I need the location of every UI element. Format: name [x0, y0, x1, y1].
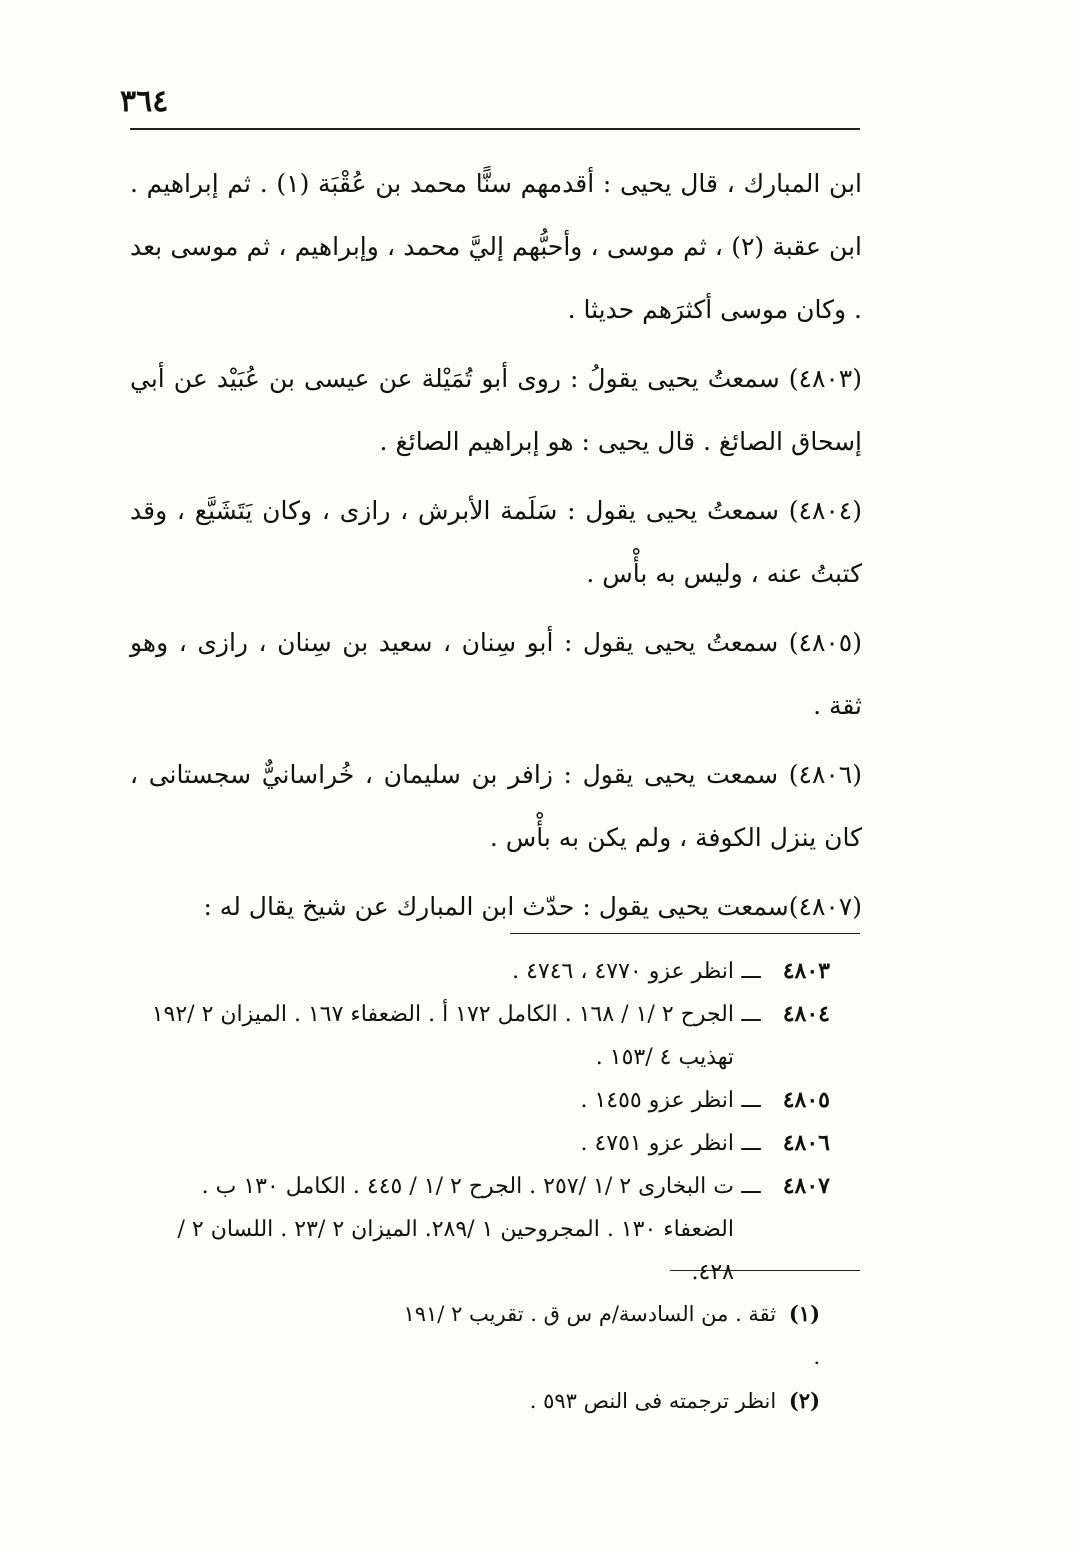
entry-4805: (٤٨٠٥) سمعتُ يحيى يقول : أبو سِنان ، سعيد بن سِنان ، رازى ، وهو ثقة .	[130, 628, 862, 720]
note-number: ٤٨٠٣	[782, 958, 830, 984]
note-text: الجرح ٢ /١ / ١٦٨ . الكامل ١٧٢ أ . الضعفاء ١٦٧ . الميزان ٢ /١٩٢ تهذيب ٤ /١٥٣ .	[151, 1002, 734, 1070]
note-4806	[140, 1122, 830, 1165]
note-text: انظر عزو ٤٧٥١ .	[580, 1131, 734, 1156]
notes-rule	[510, 933, 860, 934]
note-dash: ـــ	[741, 1088, 761, 1113]
header-rule	[130, 128, 860, 130]
note-number: ٤٨٠٧	[782, 1173, 830, 1199]
footnote-text: انظر ترجمته فى النص ٥٩٣ .	[529, 1389, 777, 1413]
footnote-1	[400, 1292, 820, 1379]
paragraph-continuation: ابن المبارك ، قال يحيى : أقدمهم سنًّا محمد بن عُقْبَة (١) . ثم إبراهيم . ابن عقبة (٢) ، ثم موسى ، وأحبُّهم إليَّ محمد ، وإبراهيم ، ثم موسى بعد . وكان موسى أكثرَهم حديثا .	[130, 169, 862, 324]
source-notes	[140, 950, 830, 1294]
footnote-2	[400, 1379, 820, 1423]
note-dash: ـــ	[741, 1131, 761, 1156]
note-number: ٤٨٠٥	[782, 1087, 830, 1113]
note-dash: ـــ	[741, 1002, 761, 1027]
entry-4806: (٤٨٠٦) سمعت يحيى يقول : زافر بن سليمان ، خُراسانيٌّ سجستانى ، كان ينزل الكوفة ، ولم يكن به بأْس .	[130, 760, 862, 852]
footnotes-rule	[670, 1270, 860, 1271]
main-text	[130, 152, 862, 944]
footnote-number: (٢)	[788, 1388, 820, 1413]
note-number: ٤٨٠٤	[782, 1001, 830, 1027]
entry-4807: (٤٨٠٧)سمعت يحيى يقول : حدّث ابن المبارك عن شيخ يقال له :	[203, 892, 862, 921]
footnote-number: (١)	[788, 1301, 820, 1326]
footnotes	[400, 1292, 820, 1423]
entry-4804: (٤٨٠٤) سمعتُ يحيى يقول : سَلَمة الأبرش ، رازى ، وكان يَتَشَيَّع ، وقد كتبتُ عنه ، وليس به بأْس .	[130, 496, 862, 588]
note-4803	[140, 950, 830, 993]
note-4804	[140, 993, 830, 1079]
note-text: انظر عزو ٤٧٧٠ ، ٤٧٤٦ .	[512, 959, 734, 984]
page-number: ٣٦٤	[120, 84, 169, 119]
entry-4803: (٤٨٠٣) سمعتُ يحيى يقولُ : روى أبو تُمَيْلة عن عيسى بن عُبَيْد عن أبي إسحاق الصائغ . قال يحيى : هو إبراهيم الصائغ .	[130, 364, 862, 456]
note-dash: ـــ	[741, 959, 761, 984]
note-text: ت البخارى ٢ /١ /٢٥٧ . الجرح ٢ /١ / ٤٤٥ . الكامل ١٣٠ ب . الضعفاء ١٣٠ . المجروحين ١ /٢٨٩. الميزان ٢ /٢٣ . اللسان ٢ /٤٢٨.	[177, 1174, 734, 1285]
note-text: انظر عزو ١٤٥٥ .	[580, 1088, 734, 1113]
footnote-text: ثقة . من السادسة/م س ق . تقريب ٢ /١٩١ .	[403, 1302, 820, 1369]
note-number: ٤٨٠٦	[782, 1130, 830, 1156]
note-4807	[140, 1165, 830, 1294]
note-4805	[140, 1079, 830, 1122]
note-dash: ـــ	[741, 1174, 761, 1199]
